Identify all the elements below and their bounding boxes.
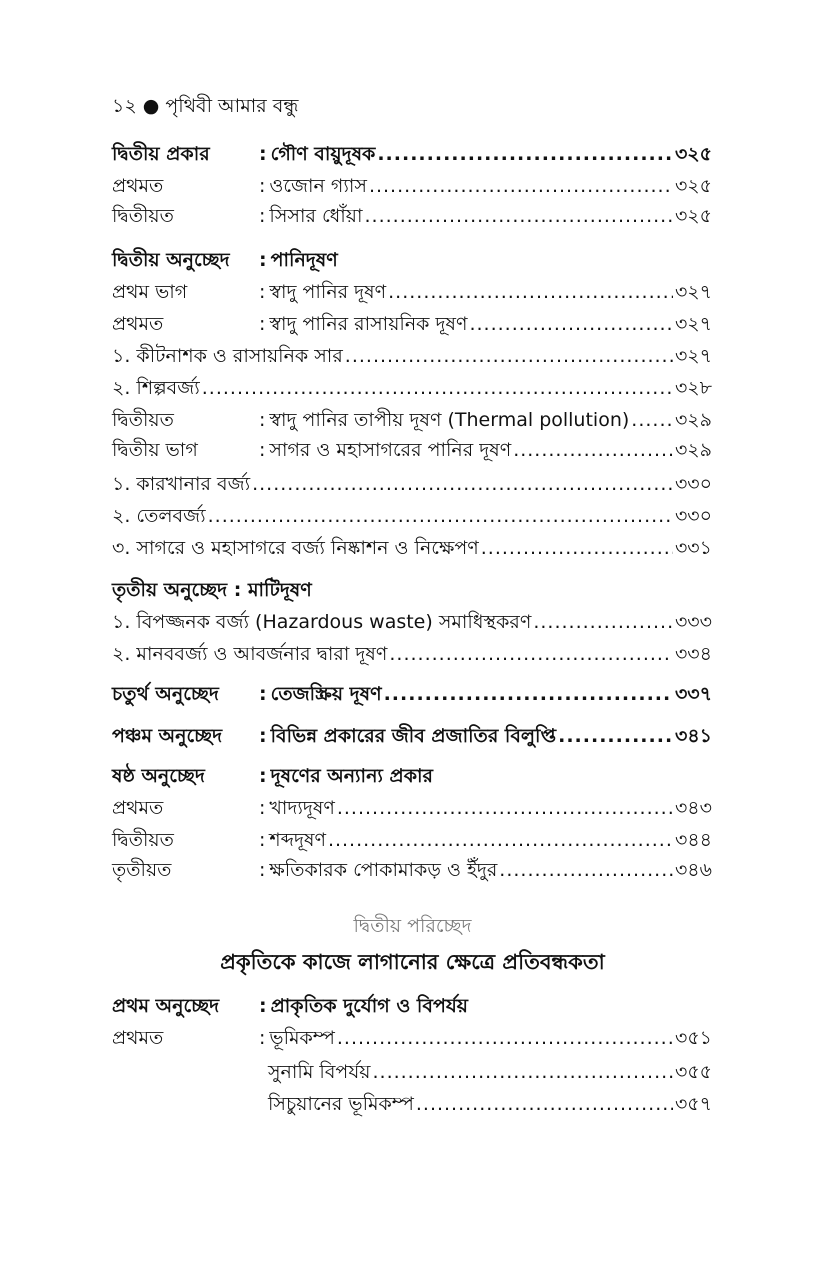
toc-entry-title: সুনামি বিপর্যয় [268, 1061, 371, 1083]
dot-leader [372, 1061, 673, 1083]
dot-leader [337, 1027, 673, 1049]
toc-entry [112, 374, 712, 404]
toc-entry-page-number: ৩৩০ [674, 505, 712, 527]
toc-entry-label: পঞ্চম অনুচ্ছেদ [112, 725, 223, 747]
toc-entry-label: চতুর্থ অনুচ্ছেদ [112, 683, 219, 705]
toc-entry-title: ২. তেলবর্জ্য [112, 505, 206, 527]
toc-entry [112, 278, 712, 308]
running-header [112, 92, 298, 124]
dot-leader [365, 205, 673, 227]
toc-entry-title: সিসার ধোঁয়া [269, 205, 363, 227]
toc-entry [112, 762, 712, 792]
toc-entry-title: ১. কীটনাশক ও রাসায়নিক সার [112, 345, 343, 367]
toc-entry [112, 172, 712, 202]
toc-entry-title: স্বাদু পানির রাসায়নিক দূষণ [269, 313, 468, 335]
toc-entry-label: দ্বিতীয় প্রকার [112, 143, 210, 165]
toc-entry-label: প্রথম অনুচ্ছেদ [112, 995, 220, 1017]
toc-entry-page-number: ৩৪৬ [674, 859, 712, 881]
toc-entry-colon: : [259, 683, 267, 705]
toc-entry-label: দ্বিতীয়ত [112, 829, 174, 851]
toc-entry-title: খাদ্যদূষণ [269, 797, 335, 819]
toc-entry-colon: : [259, 829, 266, 851]
header-page-number: ১২ [112, 95, 137, 117]
toc-entry-title: পানিদূষণ [270, 249, 338, 271]
toc-entry [112, 1024, 712, 1054]
toc-entry-page-number: ৩৩১ [674, 537, 712, 559]
toc-entry-page-number: ৩৪১ [674, 725, 712, 747]
dot-leader [337, 797, 673, 819]
dot-leader [369, 175, 673, 197]
toc-entry [112, 310, 712, 340]
toc-entry [112, 342, 712, 372]
toc-entry [112, 826, 712, 856]
toc-entry-title: শব্দদূষণ [269, 829, 326, 851]
toc-entry-colon: : [259, 725, 267, 747]
toc-entry-colon: : [259, 1027, 266, 1049]
dot-leader [533, 611, 673, 633]
toc-entry-page-number: ৩২৯ [674, 439, 712, 461]
toc-entry [112, 202, 712, 232]
toc-entry-title: তৃতীয় অনুচ্ছেদ : মাটিদূষণ [112, 579, 312, 601]
toc-entry-colon: : [259, 313, 266, 335]
toc-entry [112, 534, 712, 564]
header-bullet: ● [142, 95, 160, 117]
toc-entry-title: ২. শিল্পবর্জ্য [112, 377, 200, 399]
toc-entry-page-number: ৩২৮ [674, 377, 712, 399]
toc-entry-label: দ্বিতীয় ভাগ [112, 439, 198, 461]
toc-entry [112, 640, 712, 670]
toc-entry-colon: : [259, 249, 267, 271]
dot-leader [388, 281, 673, 303]
dot-leader [377, 143, 673, 165]
toc-entry-title: ১. বিপজ্জনক বর্জ্য (Hazardous waste) সমাধিস্থকরণ [112, 611, 532, 633]
toc-entry-label: দ্বিতীয়ত [112, 409, 174, 431]
toc-entry-title: দূষণের অন্যান্য প্রকার [270, 765, 433, 787]
toc-entry-title: ১. কারখানার বর্জ্য [112, 473, 251, 495]
dot-leader [202, 377, 673, 399]
dot-leader [384, 683, 673, 705]
chapter-title: প্রকৃতিকে কাজে লাগানোর ক্ষেত্রে প্রতিবন্ধকতা [220, 950, 605, 974]
toc-entry-page-number: ৩২৭ [674, 345, 712, 367]
toc-entry-colon: : [259, 859, 266, 881]
toc-entry-title: স্বাদু পানির দূষণ [269, 281, 387, 303]
toc-entry-page-number: ৩৫৫ [674, 1061, 712, 1083]
toc-entry [112, 576, 712, 606]
toc-entry [112, 502, 712, 532]
toc-entry [112, 406, 712, 436]
toc-entry-page-number: ৩২৯ [674, 409, 712, 431]
toc-entry-label: প্রথমত [112, 1027, 164, 1049]
chapter-label: দ্বিতীয় পরিচ্ছেদ [353, 915, 472, 937]
toc-entry [112, 794, 712, 824]
toc-entry-colon: : [259, 205, 266, 227]
toc-entry-label: দ্বিতীয় অনুচ্ছেদ [112, 249, 230, 271]
toc-entry-label: প্রথমত [112, 313, 164, 335]
dot-leader [631, 409, 673, 431]
header-book-title: পৃথিবী আমার বন্ধু [165, 95, 299, 117]
toc-entry-label: প্রথমত [112, 797, 164, 819]
toc-entry-title: তেজস্ক্রিয় দূষণ [270, 683, 382, 705]
toc-entry [268, 1090, 712, 1120]
toc-entry [112, 608, 712, 638]
dot-leader [389, 643, 673, 665]
toc-entry-label: ষষ্ঠ অনুচ্ছেদ [112, 765, 205, 787]
toc-entry-colon: : [259, 797, 266, 819]
toc-entry-colon: : [259, 439, 266, 461]
toc-entry-page-number: ৩৩০ [674, 473, 712, 495]
toc-entry-page-number: ৩২৫ [674, 143, 712, 165]
toc-entry-label: প্রথমত [112, 175, 164, 197]
dot-leader [345, 345, 673, 367]
toc-entry-title: গৌণ বায়ুদূষক [270, 143, 376, 165]
dot-leader [481, 537, 673, 559]
toc-entry-title: স্বাদু পানির তাপীয় দূষণ (Thermal pollution) [269, 409, 630, 431]
toc-entry-title: ২. মানববর্জ্য ও আবর্জনার দ্বারা দূষণ [112, 643, 388, 665]
toc-entry [112, 246, 712, 276]
toc-entry-title: সিচুয়ানের ভূমিকম্প [268, 1093, 414, 1115]
toc-entry-title: সাগর ও মহাসাগরের পানির দূষণ [269, 439, 512, 461]
toc-entry [112, 470, 712, 500]
toc-entry-page-number: ৩৪৩ [674, 797, 712, 819]
toc-entry-page-number: ৩৫১ [674, 1027, 712, 1049]
toc-entry-label: দ্বিতীয়ত [112, 205, 174, 227]
toc-entry-page-number: ৩৩৪ [674, 643, 712, 665]
toc-entry-page-number: ৩৪৪ [674, 829, 712, 851]
dot-leader [416, 1093, 673, 1115]
dot-leader [558, 725, 673, 747]
toc-entry [112, 722, 712, 752]
toc-entry-colon: : [259, 995, 267, 1017]
toc-entry-page-number: ৩২৫ [674, 175, 712, 197]
toc-entry-colon: : [259, 281, 266, 303]
toc-entry [112, 436, 712, 466]
toc-entry-page-number: ৩২৫ [674, 205, 712, 227]
toc-entry-colon: : [259, 143, 267, 165]
toc-entry [112, 856, 712, 886]
toc-entry-colon: : [259, 175, 266, 197]
dot-leader [328, 829, 673, 851]
toc-entry-label: তৃতীয়ত [112, 859, 172, 881]
toc-entry-colon: : [259, 765, 267, 787]
toc-entry [112, 680, 712, 710]
toc-entry-page-number: ৩২৭ [674, 281, 712, 303]
toc-entry-page-number: ৩৫৭ [674, 1093, 712, 1115]
toc-entry-label: প্রথম ভাগ [112, 281, 188, 303]
toc-entry-title: ওজোন গ্যাস [269, 175, 367, 197]
toc-entry-title: ক্ষতিকারক পোকামাকড় ও ইঁদুর [269, 859, 498, 881]
dot-leader [499, 859, 673, 881]
toc-entry-title: ৩. সাগরে ও মহাসাগরে বর্জ্য নিষ্কাশন ও নিক্ষেপণ [112, 537, 479, 559]
dot-leader [208, 505, 673, 527]
toc-entry-page-number: ৩৩৭ [674, 683, 712, 705]
toc-entry [268, 1058, 712, 1088]
toc-entry-page-number: ৩৩৩ [674, 611, 712, 633]
toc-entry [112, 140, 712, 170]
dot-leader [513, 439, 673, 461]
toc-entry-title: ভূমিকম্প [269, 1027, 335, 1049]
toc-entry-title: প্রাকৃতিক দুর্যোগ ও বিপর্যয় [270, 995, 468, 1017]
toc-entry-page-number: ৩২৭ [674, 313, 712, 335]
dot-leader [469, 313, 672, 335]
dot-leader [252, 473, 673, 495]
toc-entry [112, 992, 712, 1022]
toc-entry-colon: : [259, 409, 266, 431]
toc-entry-title: বিভিন্ন প্রকারের জীব প্রজাতির বিলুপ্তি [270, 725, 557, 747]
